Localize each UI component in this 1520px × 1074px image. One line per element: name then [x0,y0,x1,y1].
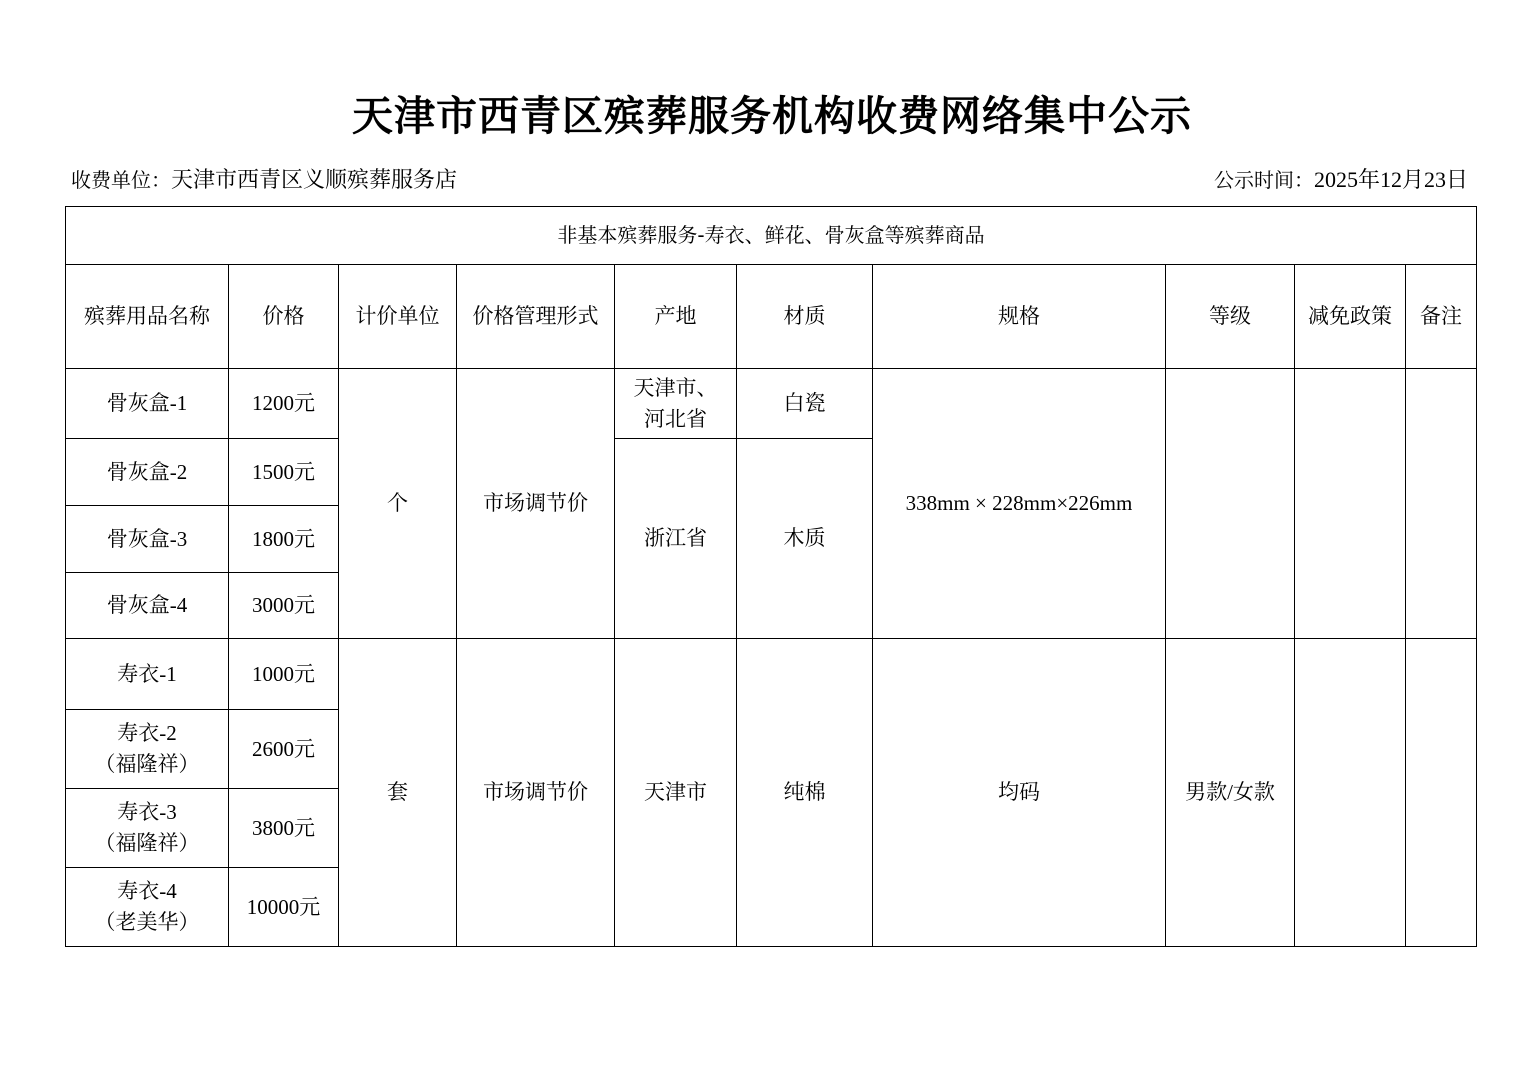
item-price: 1000元 [229,639,339,710]
spec: 338mm × 228mm×226mm [873,369,1166,639]
item-name: 骨灰盒-2 [66,439,229,506]
pricing-unit: 个 [339,369,457,639]
col-header-origin: 产地 [615,265,737,369]
item-name: 骨灰盒-1 [66,369,229,439]
col-header-relief: 减免政策 [1295,265,1406,369]
item-price: 3800元 [229,789,339,868]
fee-unit-label: 收费单位： [71,168,171,192]
item-price: 1200元 [229,369,339,439]
fee-unit-value: 天津市西青区义顺殡葬服务店 [171,167,458,192]
item-name: 寿衣-2 （福隆祥） [66,710,229,789]
item-price: 1500元 [229,439,339,506]
fee-unit-line [71,166,457,194]
publish-date-label: 公示时间： [1213,168,1314,192]
item-price: 3000元 [229,573,339,639]
pricing-unit: 套 [339,639,457,947]
origin: 天津市、 河北省 [615,369,737,439]
origin: 浙江省 [615,439,737,639]
material: 木质 [737,439,873,639]
col-header-pricing: 价格管理形式 [457,265,615,369]
item-name: 骨灰盒-3 [66,506,229,573]
col-header-grade: 等级 [1166,265,1295,369]
spec: 均码 [873,639,1166,947]
section-title: 非基本殡葬服务-寿衣、鲜花、骨灰盒等殡葬商品 [66,207,1477,265]
col-header-spec: 规格 [873,265,1166,369]
item-name: 骨灰盒-4 [66,573,229,639]
item-name: 寿衣-4 （老美华） [66,868,229,947]
section-header-row [66,207,1477,265]
grade [1166,369,1295,639]
relief-policy [1295,639,1406,947]
origin: 天津市 [615,639,737,947]
item-name: 寿衣-1 [66,639,229,710]
item-price: 10000元 [229,868,339,947]
table-row [66,369,1477,439]
column-header-row [66,265,1477,369]
col-header-unit: 计价单位 [339,265,457,369]
remarks [1406,369,1477,639]
grade: 男款/女款 [1166,639,1295,947]
col-header-remarks: 备注 [1406,265,1477,369]
material: 纯棉 [737,639,873,947]
publish-date-line [1214,166,1468,194]
page-title: 天津市西青区殡葬服务机构收费网络集中公示 [352,92,1192,140]
material: 白瓷 [737,369,873,439]
col-header-price: 价格 [229,265,339,369]
item-price: 1800元 [229,506,339,573]
pricing-form: 市场调节价 [457,369,615,639]
item-price: 2600元 [229,710,339,789]
table-row [66,639,1477,710]
col-header-material: 材质 [737,265,873,369]
relief-policy [1295,369,1406,639]
col-header-name: 殡葬用品名称 [66,265,229,369]
item-name: 寿衣-3 （福隆祥） [66,789,229,868]
fee-table [65,206,1477,947]
publish-date-value: 2025年12月23日 [1313,167,1468,192]
remarks [1406,639,1477,947]
pricing-form: 市场调节价 [457,639,615,947]
